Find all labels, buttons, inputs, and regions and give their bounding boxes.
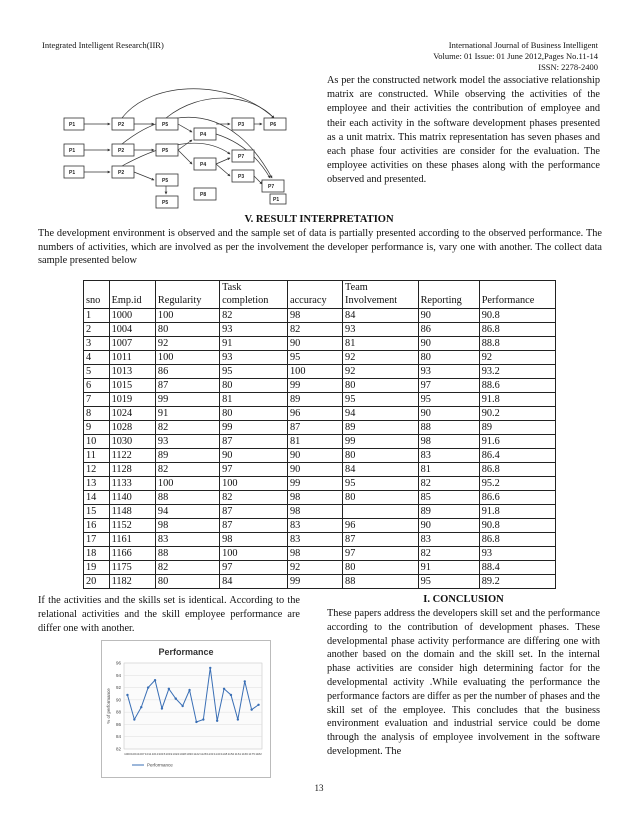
table-row [84, 309, 556, 323]
x-tick-label: 1166 [241, 752, 248, 756]
table-cell: 1182 [109, 575, 155, 589]
node-label: P5 [162, 200, 169, 206]
table-cell: 99 [288, 575, 343, 589]
table-cell: 80 [220, 407, 288, 421]
table-cell: 96 [343, 519, 419, 533]
network-description-paragraph: As per the constructed network model the associative relationship matrix are constructed. While observing the activities of the employee and their activities the contribution of employee and their each activity in the software development phases presented as a unit matrix. This matrix representation has seven phases and each phase four activities are consider for the evaluation. The employee activities on these phases along with the performance observed and presented. [327, 75, 600, 186]
table-cell: 86.8 [479, 533, 555, 547]
table-cell: 9 [84, 421, 110, 435]
data-point [154, 679, 156, 681]
x-tick-label: 1182 [255, 752, 262, 756]
table-cell: 88.8 [479, 337, 555, 351]
table-cell [343, 505, 419, 519]
table-cell: 86 [418, 323, 479, 337]
table-cell: 100 [155, 309, 219, 323]
node-label: P3 [238, 122, 245, 128]
table-cell: 92 [288, 561, 343, 575]
data-point [168, 688, 170, 690]
table-cell: 89 [479, 421, 555, 435]
node-label: P8 [200, 192, 207, 198]
table-row [84, 407, 556, 421]
x-tick-label: 1015 [158, 752, 166, 756]
table-cell: 93 [155, 435, 219, 449]
table-cell: 100 [155, 477, 219, 491]
table-cell: 80 [155, 575, 219, 589]
node-label: P1 [69, 148, 76, 154]
table-cell: 82 [155, 561, 219, 575]
table-cell: 83 [418, 533, 479, 547]
y-tick-label: 86 [115, 721, 121, 727]
table-cell: 12 [84, 463, 110, 477]
table-cell: 89 [343, 421, 419, 435]
data-point [161, 707, 163, 709]
table-cell: 1148 [109, 505, 155, 519]
node-label: P2 [118, 148, 125, 154]
table-cell: 100 [155, 351, 219, 365]
page-number: 13 [314, 783, 324, 793]
table-cell: 84 [343, 309, 419, 323]
data-point [250, 708, 252, 710]
data-point [244, 680, 246, 682]
table-cell: 89 [155, 449, 219, 463]
table-row [84, 519, 556, 533]
table-cell: 1011 [109, 351, 155, 365]
table-cell: 3 [84, 337, 110, 351]
table-cell: 90.8 [479, 309, 555, 323]
column-header: Task completion [220, 281, 288, 309]
table-cell: 91.8 [479, 505, 555, 519]
table-cell: 1152 [109, 519, 155, 533]
node-label: P5 [162, 178, 169, 184]
table-cell: 87 [220, 505, 288, 519]
table-cell: 94 [343, 407, 419, 421]
node-label: P7 [268, 184, 275, 190]
table-cell: 86 [155, 365, 219, 379]
table-cell: 80 [220, 379, 288, 393]
column-header: Performance [479, 281, 555, 309]
data-point [175, 697, 177, 699]
data-point [140, 706, 142, 708]
table-cell: 80 [155, 323, 219, 337]
node-label: P6 [270, 122, 277, 128]
legend-label: Performance [147, 762, 173, 768]
table-cell: 83 [288, 519, 343, 533]
table-row [84, 393, 556, 407]
data-point [237, 718, 239, 720]
table-cell: 91 [418, 561, 479, 575]
x-tick-label: 1148 [220, 752, 228, 756]
table-cell: 8 [84, 407, 110, 421]
table-cell: 86.6 [479, 491, 555, 505]
data-point [216, 720, 218, 722]
data-point [223, 688, 225, 690]
table-cell: 2 [84, 323, 110, 337]
x-tick-label: 1128 [200, 752, 207, 756]
table-cell: 82 [155, 421, 219, 435]
table-cell: 97 [418, 379, 479, 393]
performance-chart-svg [102, 641, 270, 777]
table-cell: 89 [288, 393, 343, 407]
data-point [202, 718, 204, 720]
table-cell: 80 [343, 491, 419, 505]
network-model-diagram [62, 84, 312, 212]
x-tick-label: 1161 [234, 752, 242, 756]
table-cell: 90 [418, 337, 479, 351]
y-axis-label: % of performance [106, 688, 111, 724]
table-cell: 82 [418, 547, 479, 561]
table-cell: 88 [155, 547, 219, 561]
table-cell: 93.2 [479, 365, 555, 379]
table-cell: 93 [418, 365, 479, 379]
table-cell: 1004 [109, 323, 155, 337]
table-cell: 98 [155, 519, 219, 533]
table-cell: 82 [418, 477, 479, 491]
table-cell: 87 [220, 519, 288, 533]
table-cell: 93 [220, 351, 288, 365]
table-cell: 95 [288, 351, 343, 365]
table-row [84, 505, 556, 519]
conclusion-paragraph: These papers address the developers skill set and the performance according to the contribution of development phases. These developmental phase activity performance are differing one with another based on the domain and the skill set. In the internal phase activities are consider high determining factor for the developmental activity .While evaluating the performance the performance factors are differ as per the number of phases and the skill set of the employee. This concludes that the business environment evaluation and industrial service could be dome through the analysis of employee involvement in the software development. The [327, 608, 600, 757]
table-cell: 93 [479, 547, 555, 561]
y-tick-label: 82 [115, 746, 121, 752]
table-cell: 81 [220, 393, 288, 407]
table-cell: 15 [84, 505, 110, 519]
y-tick-label: 96 [115, 660, 121, 666]
table-cell: 88.4 [479, 561, 555, 575]
x-tick-label: 1011 [144, 752, 152, 756]
table-cell: 90 [288, 449, 343, 463]
table-row [84, 575, 556, 589]
column-header: Regularity [155, 281, 219, 309]
x-tick-label: 1175 [248, 752, 255, 756]
table-cell: 98 [288, 547, 343, 561]
data-point [230, 694, 232, 696]
table-cell: 80 [343, 379, 419, 393]
activities-paragraph: If the activities and the skills set is identical. According to the relational activities and the skill employee performance are differ one with another. [38, 595, 300, 634]
table-cell: 95 [418, 393, 479, 407]
table-cell: 84 [220, 575, 288, 589]
table-cell: 97 [220, 463, 288, 477]
table-cell: 100 [288, 365, 343, 379]
x-tick-label: 1030 [186, 752, 193, 756]
table-cell: 88.6 [479, 379, 555, 393]
column-header: Team Involvement [343, 281, 419, 309]
data-point [188, 689, 190, 691]
chart-title: Performance [158, 647, 214, 657]
table-row [84, 323, 556, 337]
table-cell: 90 [418, 519, 479, 533]
table-cell: 98 [288, 491, 343, 505]
table-cell: 98 [418, 435, 479, 449]
table-cell: 82 [288, 323, 343, 337]
table-cell: 81 [343, 337, 419, 351]
table-cell: 80 [343, 561, 419, 575]
journal-volume: Volume: 01 Issue: 01 June 2012,Pages No.11-14 [433, 51, 598, 61]
table-cell: 91 [220, 337, 288, 351]
table-cell: 87 [343, 533, 419, 547]
table-cell: 87 [220, 435, 288, 449]
table-cell: 92 [479, 351, 555, 365]
table-cell: 95 [418, 575, 479, 589]
node-label: P4 [200, 162, 207, 168]
table-cell: 80 [418, 351, 479, 365]
table-cell: 99 [288, 379, 343, 393]
table-cell: 82 [220, 309, 288, 323]
table-cell: 98 [288, 309, 343, 323]
table-cell: 1013 [109, 365, 155, 379]
table-cell: 1140 [109, 491, 155, 505]
table-cell: 97 [220, 561, 288, 575]
data-point [195, 721, 197, 723]
journal-title: International Journal of Business Intelligent [448, 40, 598, 50]
table-cell: 84 [343, 463, 419, 477]
table-cell: 83 [155, 533, 219, 547]
x-tick-label: 1133 [207, 752, 214, 756]
table-cell: 89 [418, 505, 479, 519]
table-cell: 1166 [109, 547, 155, 561]
node-label: P4 [200, 132, 207, 138]
table-cell: 100 [220, 477, 288, 491]
table-cell: 92 [155, 337, 219, 351]
table-cell: 94 [155, 505, 219, 519]
table-cell: 91.6 [479, 435, 555, 449]
section-heading-conclusion: I. CONCLUSION [423, 594, 504, 605]
y-tick-label: 94 [115, 672, 121, 678]
table-row [84, 365, 556, 379]
table-cell: 1128 [109, 463, 155, 477]
table-cell: 95.2 [479, 477, 555, 491]
table-row [84, 547, 556, 561]
table-cell: 1000 [109, 309, 155, 323]
table-cell: 90 [288, 337, 343, 351]
table-row [84, 351, 556, 365]
table-cell: 99 [155, 393, 219, 407]
y-tick-label: 92 [115, 685, 121, 691]
table-cell: 95 [343, 393, 419, 407]
x-tick-label: 1140 [213, 752, 221, 756]
x-tick-label: 1000 [124, 752, 131, 756]
table-cell: 99 [343, 435, 419, 449]
table-cell: 99 [288, 477, 343, 491]
table-cell: 83 [288, 533, 343, 547]
node-label: P1 [273, 197, 280, 203]
performance-chart [101, 640, 271, 778]
table-cell: 1175 [109, 561, 155, 575]
section-heading-result: V. RESULT INTERPRETATION [244, 214, 394, 225]
table-cell: 92 [343, 365, 419, 379]
table-cell: 91 [155, 407, 219, 421]
table-row [84, 477, 556, 491]
table-cell: 14 [84, 491, 110, 505]
x-tick-label: 1122 [193, 752, 200, 756]
table-cell: 16 [84, 519, 110, 533]
table-row [84, 463, 556, 477]
table-cell: 82 [155, 463, 219, 477]
column-header: accuracy [288, 281, 343, 309]
data-point [133, 718, 135, 720]
table-row [84, 491, 556, 505]
table-cell: 1028 [109, 421, 155, 435]
node-label: P1 [69, 170, 76, 176]
diagram-nodes [64, 118, 286, 208]
table-cell: 1030 [109, 435, 155, 449]
table-cell: 6 [84, 379, 110, 393]
table-cell: 96 [288, 407, 343, 421]
y-tick-label: 88 [115, 709, 121, 715]
table-cell: 95 [220, 365, 288, 379]
node-label: P3 [238, 174, 245, 180]
x-tick-label: 1152 [227, 752, 235, 756]
table-cell: 90 [418, 407, 479, 421]
table-cell: 88 [155, 491, 219, 505]
x-tick-label: 1004 [131, 752, 138, 756]
column-header: sno [84, 281, 110, 309]
table-cell: 20 [84, 575, 110, 589]
table-cell: 86.8 [479, 463, 555, 477]
table-cell: 91.8 [479, 393, 555, 407]
node-label: P2 [118, 170, 125, 176]
table-cell: 1122 [109, 449, 155, 463]
table-cell: 85 [418, 491, 479, 505]
data-point [126, 694, 128, 696]
y-tick-label: 90 [115, 697, 121, 703]
table-cell: 1161 [109, 533, 155, 547]
table-cell: 83 [418, 449, 479, 463]
table-cell: 19 [84, 561, 110, 575]
table-cell: 86.8 [479, 323, 555, 337]
table-cell: 90 [220, 449, 288, 463]
table-cell: 81 [288, 435, 343, 449]
table-cell: 89.2 [479, 575, 555, 589]
table-cell: 1 [84, 309, 110, 323]
data-point [147, 686, 149, 688]
table-body [84, 309, 556, 589]
table-cell: 100 [220, 547, 288, 561]
table-cell: 1007 [109, 337, 155, 351]
x-tick-label: 1024 [172, 752, 180, 756]
table-cell: 98 [220, 533, 288, 547]
table-row [84, 379, 556, 393]
x-tick-label: 1019 [165, 752, 173, 756]
node-label: P1 [69, 122, 76, 128]
table-cell: 82 [220, 491, 288, 505]
data-point [257, 704, 259, 706]
table-cell: 1024 [109, 407, 155, 421]
table-cell: 1019 [109, 393, 155, 407]
table-cell: 90.8 [479, 519, 555, 533]
table-cell: 88 [343, 575, 419, 589]
x-tick-label: 1007 [137, 752, 145, 756]
table-cell: 4 [84, 351, 110, 365]
table-cell: 17 [84, 533, 110, 547]
table-row [84, 533, 556, 547]
table-cell: 87 [288, 421, 343, 435]
table-cell: 90 [418, 309, 479, 323]
y-tick-label: 84 [115, 734, 121, 740]
result-paragraph: The development environment is observed and the sample set of data is partially presented according to the observed performance. The numbers of activities, which are involved as per the involvement the developer performance is, vary one with another. The collect data sample presented below [38, 228, 602, 266]
journal-info [433, 40, 598, 73]
table-cell: 92 [343, 351, 419, 365]
table-cell: 98 [288, 505, 343, 519]
table-cell: 90.2 [479, 407, 555, 421]
x-tick-label: 1013 [151, 752, 159, 756]
table-cell: 10 [84, 435, 110, 449]
table-cell: 81 [418, 463, 479, 477]
employee-data-table [83, 280, 556, 589]
table-row [84, 421, 556, 435]
table-cell: 95 [343, 477, 419, 491]
table-cell: 7 [84, 393, 110, 407]
table-cell: 13 [84, 477, 110, 491]
column-header: Emp.id [109, 281, 155, 309]
table-cell: 5 [84, 365, 110, 379]
table-cell: 97 [343, 547, 419, 561]
table-cell: 99 [220, 421, 288, 435]
data-point [181, 705, 183, 707]
journal-issn: ISSN: 2278-2400 [538, 62, 598, 72]
table-cell: 86.4 [479, 449, 555, 463]
node-label: P2 [118, 122, 125, 128]
table-cell: 90 [288, 463, 343, 477]
table-row [84, 435, 556, 449]
node-label: P5 [162, 122, 169, 128]
table-cell: 18 [84, 547, 110, 561]
column-header: Reporting [418, 281, 479, 309]
data-point [209, 667, 211, 669]
node-label: P5 [162, 148, 169, 154]
table-cell: 87 [155, 379, 219, 393]
table-cell: 93 [343, 323, 419, 337]
table-row [84, 449, 556, 463]
table-row [84, 337, 556, 351]
table-cell: 93 [220, 323, 288, 337]
table-cell: 1015 [109, 379, 155, 393]
table-header-row [84, 281, 556, 309]
journal-publisher: Integrated Intelligent Research(IIR) [42, 40, 164, 50]
x-tick-label: 1028 [179, 752, 186, 756]
table-cell: 80 [343, 449, 419, 463]
table-cell: 88 [418, 421, 479, 435]
node-label: P7 [238, 154, 245, 160]
table-cell: 1133 [109, 477, 155, 491]
table-cell: 11 [84, 449, 110, 463]
table-row [84, 561, 556, 575]
